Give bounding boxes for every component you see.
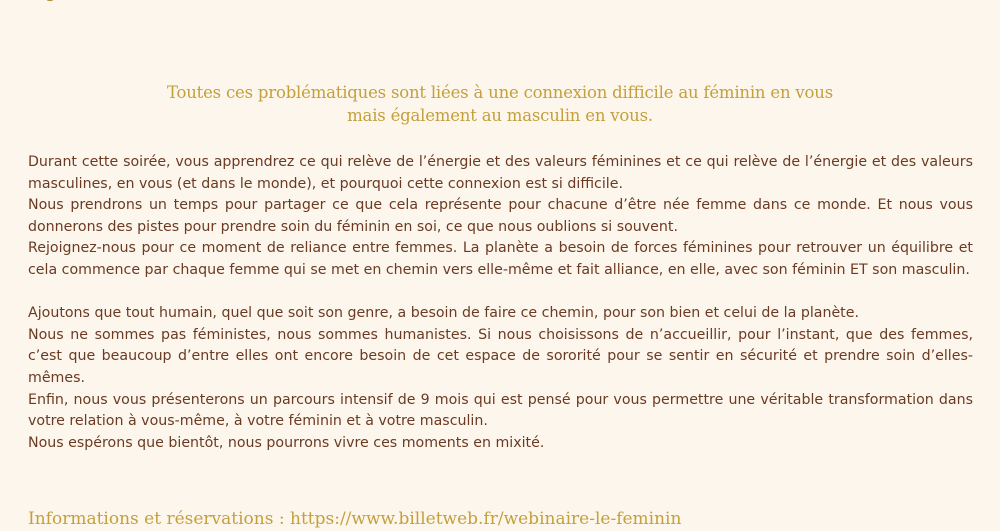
paragraph-spacer [28, 282, 973, 304]
info-line [28, 507, 681, 531]
paragraph: Nous prendrons un temps pour partager ce que cela représente pour chacune d’être née femme dans ce monde. Et nous vous donnerons des pistes pour prendre soin du féminin en soi, ce que nous oublions si souvent. [28, 197, 973, 235]
info-label: Informations et réservations : [28, 509, 285, 529]
paragraph: Enfin, nous vous présenterons un parcours intensif de 9 mois qui est pensé pour vous permettre une véritable transformation dans votre relation à vous-même, à votre féminin et à votre masculin. [28, 391, 973, 430]
paragraph: Rejoignez-nous pour ce moment de reliance entre femmes. La planète a besoin de forces féminines pour retrouver un équilibre et cela commence par chaque femme qui se met en chemin vers elle-même et fait alliance, en elle, avec son féminin ET son masculin. [28, 240, 973, 278]
intro-line-2: mais également au masculin en vous. [347, 106, 653, 125]
decorative-mark [46, 0, 54, 1]
paragraph: Ajoutons que tout humain, quel que soit son genre, a besoin de faire ce chemin, pour son bien et celui de la planète. [28, 305, 859, 322]
paragraph: Nous espérons que bientôt, nous pourrons vivre ces moments en mixité. [28, 434, 545, 451]
intro-line-1: Toutes ces problématiques sont liées à une connexion difficile au féminin en vous [167, 83, 833, 102]
body-text [28, 152, 973, 454]
booking-link[interactable]: https://www.billetweb.fr/webinaire-le-feminin [290, 509, 682, 529]
intro-heading [0, 81, 1000, 127]
paragraph: Nous ne sommes pas féministes, nous sommes humanistes. Si nous choisissons de n’accueillir, pour l’instant, que des femmes, c’est que beaucoup d’entre elles ont encore besoin de cet espace de sororité pour se sentir en sécurité et prendre soin d’elles-mêmes. [28, 326, 973, 386]
paragraph: Durant cette soirée, vous apprendrez ce qui relève de l’énergie et des valeurs féminines et ce qui relève de l’énergie et des valeurs masculines, en vous (et dans le monde), et pourquoi cette connexion est si difficile. [28, 154, 973, 192]
